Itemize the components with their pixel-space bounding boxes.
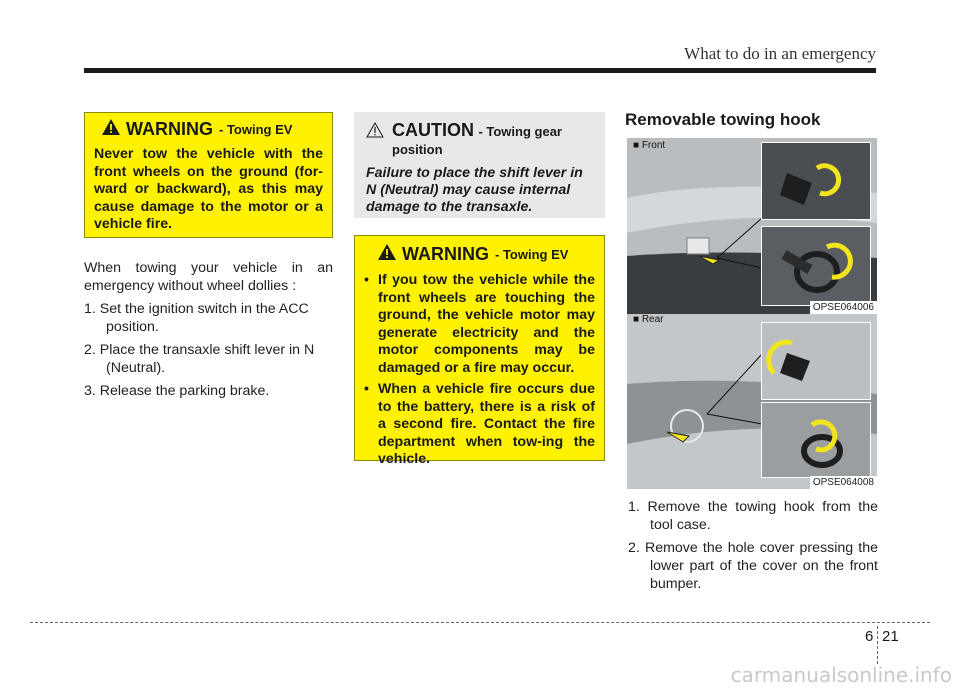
warning-subtitle: - Towing EV <box>495 247 569 262</box>
warning-title: WARNING <box>126 119 213 139</box>
towing-intro: When towing your vehicle in an emergency without wheel dollies : <box>84 260 333 294</box>
figure-rear-label: ■ Rear <box>633 314 664 325</box>
watermark: carmanualsonline.info <box>730 663 952 687</box>
warning-box-towing-ev-2 <box>354 235 605 467</box>
caution-text: Failure to place the shift lever in N (Neutral) may cause internal damage to the transaxle. <box>366 165 583 215</box>
hook-step: 2. Remove the hole cover pressing the lower part of the cover on the front bumper. <box>628 540 878 592</box>
towing-step: 1. Set the ignition switch in the ACC position. <box>84 301 309 335</box>
caution-triangle-icon <box>366 120 384 143</box>
towing-step: 2. Place the transaxle shift lever in N (Neutral). <box>84 342 315 376</box>
warning-bullet: • If you tow the vehicle while the front wheels are touching the ground, the vehicle motor may generate electricity and the motor components may be damaged or a fire may occur. <box>364 272 595 376</box>
rear-inset-cover <box>761 322 871 400</box>
caution-subtitle: - Towing gear position <box>392 124 562 157</box>
towing-step: 3. Release the parking brake. <box>84 383 270 399</box>
warning-subtitle: - Towing EV <box>219 122 293 137</box>
footer-rule <box>30 622 930 623</box>
warning-triangle-icon <box>378 244 396 265</box>
figure-front-code: OPSE064006 <box>810 301 877 314</box>
hole-cover-illustration <box>762 143 870 219</box>
figure-rear-towing-hook <box>627 314 877 489</box>
caution-title: CAUTION <box>392 120 474 140</box>
warning-bullets <box>364 272 595 469</box>
rear-inset-hook <box>761 402 871 478</box>
figure-front-label: ■ Front <box>633 140 666 151</box>
figure-rear-code: OPSE064008 <box>810 476 877 489</box>
header-rule <box>84 68 876 73</box>
page-header-title: What to do in an emergency <box>684 44 876 63</box>
warning-title: WARNING <box>402 244 489 264</box>
hook-step: 1. Remove the towing hook from the tool case. <box>628 499 878 533</box>
warning-text: Never tow the vehicle with the front wheels on the ground (for-ward or backward), as this may cause damage to the motor or a vehicle fire. <box>94 146 323 232</box>
figure-front-towing-hook <box>627 138 877 314</box>
towing-hook-illustration <box>762 403 870 477</box>
chapter-number: 6 <box>865 628 874 645</box>
page-number-separator <box>877 626 878 664</box>
towing-instructions <box>84 259 333 405</box>
hole-cover-illustration <box>762 323 870 399</box>
front-inset-hook <box>761 226 871 306</box>
warning-triangle-icon <box>102 119 120 140</box>
front-inset-cover <box>761 142 871 220</box>
warning-bullet-text: If you tow the vehicle while the front wheels are touching the ground, the vehicle motor may generate electricity and the motor components may be damaged or a fire may occur. <box>378 272 595 376</box>
page-number: 21 <box>882 628 899 645</box>
warning-bullet-text: When a vehicle fire occurs due to the battery, there is a risk of a second fire. Contact the fire department when tow-ing the vehicle. <box>378 381 595 467</box>
caution-box-towing-gear <box>354 112 605 218</box>
warning-bullet: • When a vehicle fire occurs due to the battery, there is a risk of a second fire. Contact the fire department when tow-ing the vehicle. <box>364 381 595 467</box>
section-heading: Removable towing hook <box>625 110 821 129</box>
towing-hook-steps <box>628 498 878 598</box>
towing-hook-illustration <box>762 227 870 305</box>
warning-box-towing-ev <box>84 112 333 238</box>
